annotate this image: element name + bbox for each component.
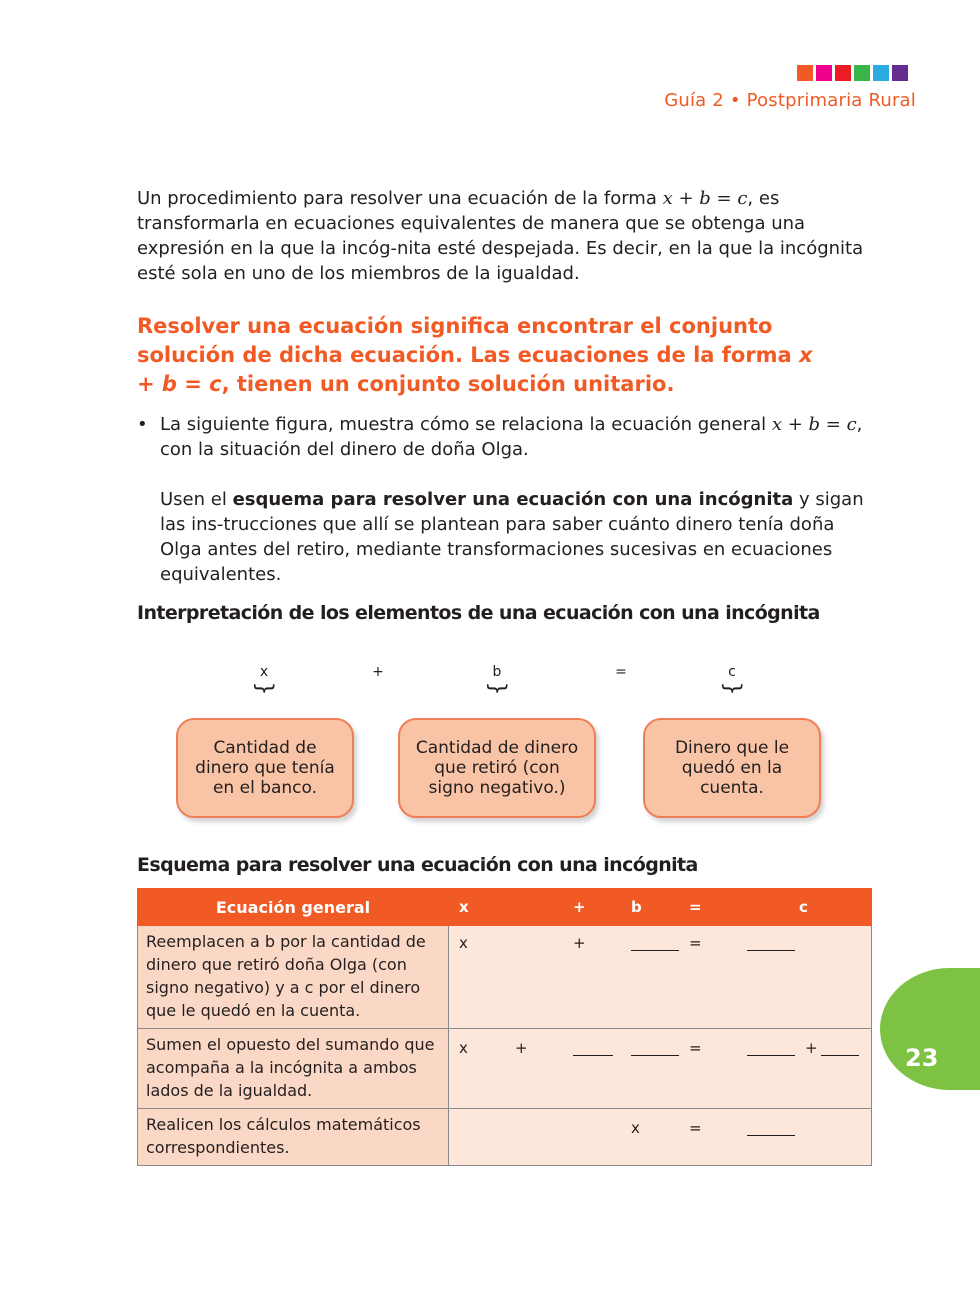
bullet-text-2: , con la situación del dinero de doña Olga. [160,414,863,460]
header-eq: = [689,898,702,916]
row-3-x: x [631,1119,640,1137]
table-row [138,926,872,1029]
brace-x-icon: } [251,681,277,696]
header-separator: • [729,90,741,111]
box-b-text: Cantidad de dinero que retiró (con signo negativo.) [415,738,579,798]
row-2-eq: = [689,1039,702,1057]
row-3-equation-cell [449,1109,872,1166]
highlight-equation: x + b = c [137,343,813,396]
swatch-red [835,65,851,81]
row-1-equation-cell [449,926,872,1029]
row-1-plus: + [573,934,586,952]
page-number: 23 [905,1044,939,1072]
diagram-plus: + [372,664,384,680]
header-label: Ecuación general [215,897,371,917]
row-2-plus-1: + [515,1039,528,1057]
row-1-blank-c[interactable] [747,950,795,951]
swatch-purple [892,65,908,81]
guide-label: Guía 2 [664,90,724,111]
highlight-statement [137,312,827,399]
intro-text-1: Un procedimiento para resolver una ecuación de la forma [137,188,663,209]
row-2-blank-c[interactable] [747,1055,795,1056]
highlight-text-1: Resolver una ecuación significa encontrar el conjunto solución de dicha ecuación. Las ecuaciones de la forma [137,314,800,367]
row-2-label: Sumen el opuesto del sumando que acompaña a la incógnita a ambos lados de la igualdad. [146,1035,435,1100]
swatch-orange [797,65,813,81]
instructions-text-2: y sigan las ins-trucciones que allí se plantean para saber cuánto dinero tenía doña Olga antes del retiro, mediante transformaciones sucesivas en ecuaciones equivalentes. [160,489,864,585]
swatch-blue [873,65,889,81]
table-row [138,1109,872,1166]
diagram-b: b [492,664,502,680]
intro-paragraph [137,186,877,286]
intro-text-2: , es transformarla en ecuaciones equivalentes de manera que se obtenga una expresión en la que la incóg-nita esté despejada. Es decir, en la que la incógnita esté sola en uno de los miembros de la igualdad. [137,188,864,284]
section-title-interpretation: Interpretación de los elementos de una ecuación con una incógnita [137,602,820,624]
instructions-text-1: Usen el [160,489,233,510]
header-x: x [459,898,469,916]
row-3-blank-result[interactable] [747,1135,795,1136]
bullet-marker: • [137,414,148,435]
swatch-green [854,65,870,81]
row-2-plus-2: + [805,1039,818,1057]
table-row [138,1029,872,1109]
box-b-meaning [398,718,596,818]
header-equation-cell [449,889,872,926]
row-2-blank-opposite-right[interactable] [821,1055,859,1056]
row-1-label-cell [138,926,449,1029]
row-1-eq: = [689,934,702,952]
highlight-text-2: , tienen un conjunto solución unitario. [221,372,675,396]
program-label: Postprimaria Rural [746,90,916,111]
row-2-x: x [459,1039,468,1057]
scheme-table [137,888,872,1166]
row-2-label-cell [138,1029,449,1109]
diagram-c: c [728,664,736,680]
row-2-blank-b[interactable] [631,1055,679,1056]
table-header-row [138,889,872,926]
row-2-blank-opposite[interactable] [573,1055,613,1056]
brace-b-icon: } [484,681,510,696]
bullet-text-1: La siguiente figura, muestra cómo se relaciona la ecuación general [160,414,772,435]
bullet-equation: x + b = c [771,414,857,435]
box-x-text: Cantidad de dinero que tenía en el banco. [195,738,335,798]
header-b: b [631,898,642,916]
diagram-x: x [259,664,269,680]
row-3-eq: = [689,1119,702,1137]
header-c: c [799,898,808,916]
instructions-paragraph [160,487,877,587]
box-x-meaning [176,718,354,818]
row-1-blank-b[interactable] [631,950,679,951]
header-label-cell [138,889,449,926]
intro-equation: x + b = c [662,188,748,209]
section-title-scheme: Esquema para resolver una ecuación con una incógnita [137,854,698,876]
box-c-meaning [643,718,821,818]
bullet-paragraph [160,412,877,462]
color-swatches [797,65,908,81]
row-3-label: Realicen los cálculos matemáticos correspondientes. [146,1115,421,1157]
box-c-text: Dinero que le quedó en la cuenta. [674,738,790,798]
running-header [664,90,916,111]
diagram-equals: = [615,664,627,680]
row-1-label: Reemplacen a b por la cantidad de dinero que retiró doña Olga (con signo negativo) y a c por el dinero que le quedó en la cuenta. [146,932,426,1020]
row-1-x: x [459,934,468,952]
swatch-magenta [816,65,832,81]
instructions-bold: esquema para resolver una ecuación con una incógnita [232,489,794,510]
row-2-equation-cell [449,1029,872,1109]
row-3-label-cell [138,1109,449,1166]
header-plus: + [573,898,586,916]
brace-c-icon: } [719,681,745,696]
